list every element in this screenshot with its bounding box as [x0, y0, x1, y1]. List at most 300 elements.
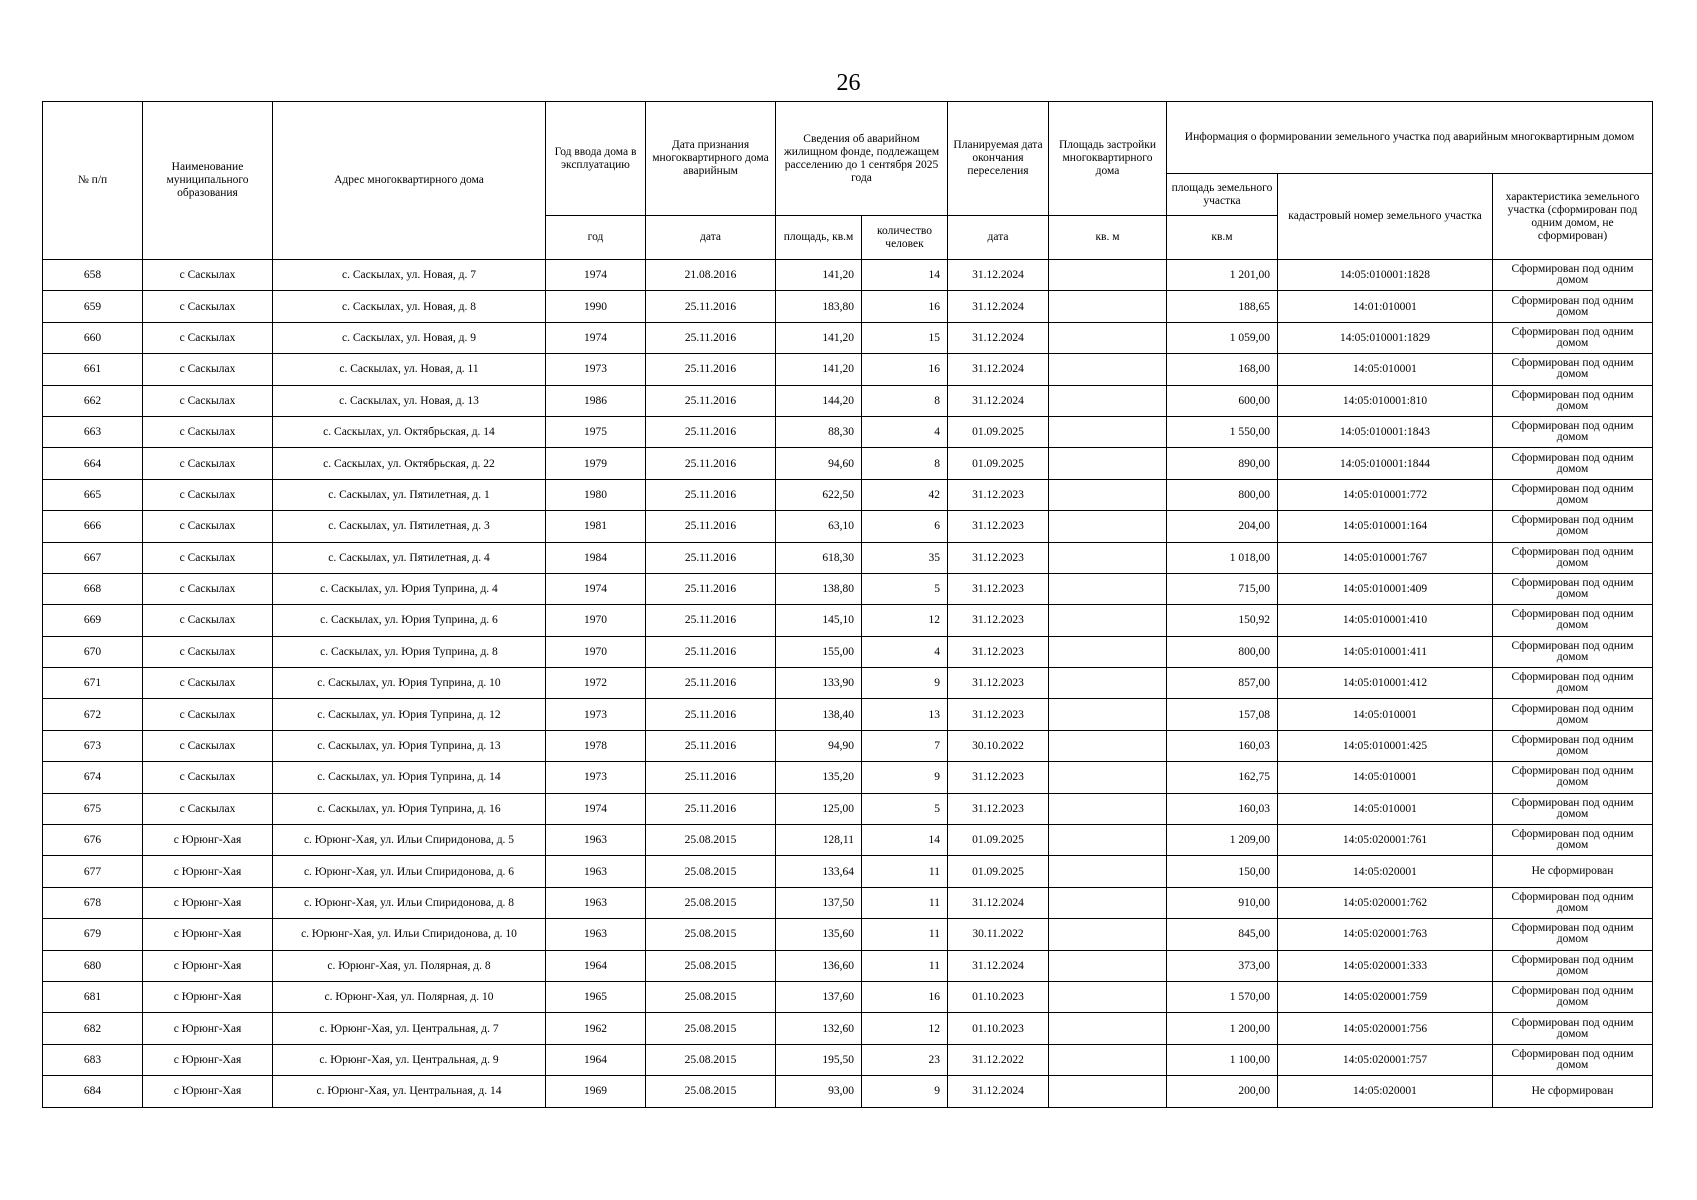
cell-year: 1965 [546, 981, 646, 1012]
cell-year: 1964 [546, 1044, 646, 1075]
cell-area: 94,90 [776, 730, 862, 761]
cell-people: 12 [862, 1013, 948, 1044]
cell-land-area: 1 018,00 [1167, 542, 1278, 573]
unit-people: количество человек [862, 216, 948, 260]
cell-recognition-date: 25.08.2015 [646, 1076, 776, 1107]
cell-address: с. Саскылах, ул. Новая, д. 13 [273, 385, 546, 416]
cell-municipality: с Саскылах [143, 322, 273, 353]
cell-recognition-date: 25.11.2016 [646, 322, 776, 353]
cell-num: 659 [43, 291, 143, 322]
table-body [43, 260, 1653, 1108]
cell-build-area [1049, 950, 1167, 981]
unit-date: дата [646, 216, 776, 260]
cell-year: 1963 [546, 887, 646, 918]
cell-municipality: с Саскылах [143, 260, 273, 291]
cell-land-area: 910,00 [1167, 887, 1278, 918]
table-row [43, 981, 1653, 1012]
cell-area: 132,60 [776, 1013, 862, 1044]
cell-area: 93,00 [776, 1076, 862, 1107]
table-row [43, 668, 1653, 699]
cell-year: 1969 [546, 1076, 646, 1107]
cell-num: 680 [43, 950, 143, 981]
cell-land-area: 204,00 [1167, 511, 1278, 542]
unit-sqm: кв. м [1049, 216, 1167, 260]
cell-build-area [1049, 919, 1167, 950]
cell-build-area [1049, 825, 1167, 856]
cell-planned-date: 31.12.2022 [948, 1044, 1049, 1075]
cell-municipality: с Саскылах [143, 354, 273, 385]
table-row [43, 511, 1653, 542]
cell-municipality: с Юрюнг-Хая [143, 919, 273, 950]
cell-recognition-date: 25.11.2016 [646, 511, 776, 542]
cell-land-char: Не сформирован [1493, 856, 1653, 887]
cell-land-char: Сформирован под одним домом [1493, 636, 1653, 667]
cell-year: 1975 [546, 416, 646, 447]
cell-address: с. Саскылах, ул. Октябрьская, д. 14 [273, 416, 546, 447]
cell-recognition-date: 25.11.2016 [646, 573, 776, 604]
table-row [43, 793, 1653, 824]
cell-num: 658 [43, 260, 143, 291]
cell-municipality: с Юрюнг-Хая [143, 1013, 273, 1044]
cell-build-area [1049, 573, 1167, 604]
cell-num: 679 [43, 919, 143, 950]
cell-year: 1963 [546, 825, 646, 856]
cell-area: 138,80 [776, 573, 862, 604]
cell-num: 674 [43, 762, 143, 793]
cell-year: 1979 [546, 448, 646, 479]
cell-planned-date: 30.10.2022 [948, 730, 1049, 761]
cell-municipality: с Саскылах [143, 511, 273, 542]
cell-planned-date: 31.12.2024 [948, 260, 1049, 291]
cell-municipality: с Саскылах [143, 793, 273, 824]
table-row [43, 762, 1653, 793]
cell-land-char: Сформирован под одним домом [1493, 511, 1653, 542]
cell-municipality: с Саскылах [143, 479, 273, 510]
cell-cadastral: 14:05:020001:763 [1278, 919, 1493, 950]
cell-people: 4 [862, 636, 948, 667]
cell-num: 669 [43, 605, 143, 636]
cell-area: 622,50 [776, 479, 862, 510]
cell-area: 138,40 [776, 699, 862, 730]
cell-municipality: с Саскылах [143, 385, 273, 416]
cell-area: 145,10 [776, 605, 862, 636]
cell-municipality: с Саскылах [143, 573, 273, 604]
cell-land-area: 373,00 [1167, 950, 1278, 981]
cell-year: 1973 [546, 762, 646, 793]
cell-people: 9 [862, 1076, 948, 1107]
cell-address: с. Юрюнг-Хая, ул. Ильи Спиридонова, д. 5 [273, 825, 546, 856]
cell-planned-date: 01.09.2025 [948, 416, 1049, 447]
cell-build-area [1049, 291, 1167, 322]
header-recognition-date: Дата признания многоквартирного дома аварийным [646, 102, 776, 216]
cell-planned-date: 31.12.2023 [948, 479, 1049, 510]
cell-recognition-date: 25.11.2016 [646, 699, 776, 730]
cell-people: 4 [862, 416, 948, 447]
cell-recognition-date: 25.11.2016 [646, 448, 776, 479]
cell-planned-date: 31.12.2023 [948, 511, 1049, 542]
cell-area: 135,20 [776, 762, 862, 793]
cell-planned-date: 31.12.2024 [948, 291, 1049, 322]
cell-cadastral: 14:05:010001:1828 [1278, 260, 1493, 291]
cell-land-char: Сформирован под одним домом [1493, 950, 1653, 981]
cell-year: 1973 [546, 699, 646, 730]
cell-cadastral: 14:05:010001:412 [1278, 668, 1493, 699]
cell-planned-date: 31.12.2023 [948, 542, 1049, 573]
cell-planned-date: 01.10.2023 [948, 981, 1049, 1012]
cell-num: 682 [43, 1013, 143, 1044]
cell-land-area: 1 059,00 [1167, 322, 1278, 353]
table-row [43, 1044, 1653, 1075]
cell-area: 135,60 [776, 919, 862, 950]
table-row [43, 542, 1653, 573]
header-land-char: характеристика земельного участка (сформирован под одним домом, не сформирован) [1493, 174, 1653, 260]
cell-land-char: Сформирован под одним домом [1493, 385, 1653, 416]
cell-build-area [1049, 511, 1167, 542]
cell-land-char: Сформирован под одним домом [1493, 354, 1653, 385]
cell-num: 663 [43, 416, 143, 447]
cell-build-area [1049, 762, 1167, 793]
cell-build-area [1049, 448, 1167, 479]
cell-cadastral: 14:05:010001:767 [1278, 542, 1493, 573]
cell-area: 183,80 [776, 291, 862, 322]
cell-land-char: Сформирован под одним домом [1493, 825, 1653, 856]
cell-people: 15 [862, 322, 948, 353]
cell-land-char: Сформирован под одним домом [1493, 542, 1653, 573]
cell-municipality: с Саскылах [143, 762, 273, 793]
cell-land-area: 1 100,00 [1167, 1044, 1278, 1075]
cell-land-char: Сформирован под одним домом [1493, 668, 1653, 699]
cell-cadastral: 14:05:010001:409 [1278, 573, 1493, 604]
cell-num: 676 [43, 825, 143, 856]
cell-year: 1970 [546, 636, 646, 667]
cell-municipality: с Саскылах [143, 699, 273, 730]
cell-people: 12 [862, 605, 948, 636]
cell-land-area: 200,00 [1167, 1076, 1278, 1107]
cell-year: 1986 [546, 385, 646, 416]
cell-municipality: с Юрюнг-Хая [143, 1076, 273, 1107]
cell-planned-date: 31.12.2023 [948, 793, 1049, 824]
cell-cadastral: 14:05:010001:1829 [1278, 322, 1493, 353]
cell-build-area [1049, 793, 1167, 824]
cell-municipality: с Саскылах [143, 542, 273, 573]
cell-municipality: с Саскылах [143, 605, 273, 636]
cell-land-area: 1 209,00 [1167, 825, 1278, 856]
cell-address: с. Саскылах, ул. Октябрьская, д. 22 [273, 448, 546, 479]
cell-planned-date: 31.12.2023 [948, 699, 1049, 730]
cell-area: 88,30 [776, 416, 862, 447]
cell-planned-date: 31.12.2024 [948, 950, 1049, 981]
cell-recognition-date: 25.11.2016 [646, 479, 776, 510]
cell-people: 9 [862, 668, 948, 699]
header-land-info: Информация о формировании земельного участка под аварийным многоквартирным домом [1167, 102, 1653, 174]
cell-build-area [1049, 668, 1167, 699]
cell-land-char: Сформирован под одним домом [1493, 479, 1653, 510]
cell-cadastral: 14:01:010001 [1278, 291, 1493, 322]
cell-municipality: с Саскылах [143, 730, 273, 761]
cell-cadastral: 14:05:020001 [1278, 856, 1493, 887]
cell-people: 7 [862, 730, 948, 761]
cell-land-area: 600,00 [1167, 385, 1278, 416]
cell-recognition-date: 25.11.2016 [646, 354, 776, 385]
cell-people: 8 [862, 385, 948, 416]
header-address: Адрес многоквартирного дома [273, 102, 546, 260]
table-row [43, 919, 1653, 950]
cell-num: 660 [43, 322, 143, 353]
cell-area: 141,20 [776, 354, 862, 385]
cell-year: 1973 [546, 354, 646, 385]
cell-cadastral: 14:05:010001:425 [1278, 730, 1493, 761]
header-municipality: Наименование муниципального образования [143, 102, 273, 260]
cell-people: 14 [862, 260, 948, 291]
cell-land-char: Сформирован под одним домом [1493, 322, 1653, 353]
cell-build-area [1049, 636, 1167, 667]
cell-year: 1963 [546, 919, 646, 950]
cell-build-area [1049, 479, 1167, 510]
cell-build-area [1049, 1076, 1167, 1107]
cell-planned-date: 31.12.2023 [948, 573, 1049, 604]
cell-year: 1978 [546, 730, 646, 761]
cell-area: 618,30 [776, 542, 862, 573]
header-year: Год ввода дома в эксплуатацию [546, 102, 646, 216]
cell-municipality: с Саскылах [143, 448, 273, 479]
cell-year: 1984 [546, 542, 646, 573]
unit-area: площадь, кв.м [776, 216, 862, 260]
cell-area: 128,11 [776, 825, 862, 856]
cell-people: 35 [862, 542, 948, 573]
cell-land-area: 1 550,00 [1167, 416, 1278, 447]
cell-area: 137,50 [776, 887, 862, 918]
table-row [43, 825, 1653, 856]
cell-cadastral: 14:05:010001:164 [1278, 511, 1493, 542]
cell-year: 1980 [546, 479, 646, 510]
cell-address: с. Саскылах, ул. Пятилетная, д. 4 [273, 542, 546, 573]
cell-cadastral: 14:05:020001:756 [1278, 1013, 1493, 1044]
cell-cadastral: 14:05:020001:757 [1278, 1044, 1493, 1075]
table-row [43, 1013, 1653, 1044]
cell-people: 5 [862, 793, 948, 824]
cell-num: 661 [43, 354, 143, 385]
cell-address: с. Саскылах, ул. Новая, д. 9 [273, 322, 546, 353]
cell-year: 1972 [546, 668, 646, 699]
cell-people: 6 [862, 511, 948, 542]
cell-planned-date: 01.09.2025 [948, 825, 1049, 856]
cell-area: 155,00 [776, 636, 862, 667]
cell-build-area [1049, 730, 1167, 761]
cell-recognition-date: 25.08.2015 [646, 919, 776, 950]
cell-cadastral: 14:05:010001 [1278, 762, 1493, 793]
table-row [43, 636, 1653, 667]
cell-land-char: Сформирован под одним домом [1493, 260, 1653, 291]
cell-year: 1963 [546, 856, 646, 887]
cell-land-area: 150,00 [1167, 856, 1278, 887]
cell-num: 662 [43, 385, 143, 416]
cell-recognition-date: 25.11.2016 [646, 762, 776, 793]
cell-people: 9 [862, 762, 948, 793]
cell-land-area: 160,03 [1167, 793, 1278, 824]
cell-people: 16 [862, 291, 948, 322]
cell-recognition-date: 25.11.2016 [646, 730, 776, 761]
unit-year: год [546, 216, 646, 260]
cell-address: с. Юрюнг-Хая, ул. Центральная, д. 9 [273, 1044, 546, 1075]
cell-area: 144,20 [776, 385, 862, 416]
cell-recognition-date: 25.11.2016 [646, 668, 776, 699]
cell-cadastral: 14:05:010001 [1278, 699, 1493, 730]
cell-address: с. Саскылах, ул. Пятилетная, д. 3 [273, 511, 546, 542]
cell-recognition-date: 25.08.2015 [646, 950, 776, 981]
cell-people: 11 [862, 919, 948, 950]
cell-address: с. Саскылах, ул. Юрия Туприна, д. 4 [273, 573, 546, 604]
cell-num: 675 [43, 793, 143, 824]
cell-num: 678 [43, 887, 143, 918]
cell-year: 1990 [546, 291, 646, 322]
cell-num: 684 [43, 1076, 143, 1107]
cell-address: с. Саскылах, ул. Юрия Туприна, д. 6 [273, 605, 546, 636]
cell-recognition-date: 25.08.2015 [646, 1013, 776, 1044]
unit-sqm2: кв.м [1167, 216, 1278, 260]
cell-cadastral: 14:05:010001:810 [1278, 385, 1493, 416]
cell-planned-date: 01.09.2025 [948, 856, 1049, 887]
cell-num: 683 [43, 1044, 143, 1075]
cell-area: 133,90 [776, 668, 862, 699]
cell-people: 11 [862, 856, 948, 887]
cell-num: 668 [43, 573, 143, 604]
cell-address: с. Саскылах, ул. Юрия Туприна, д. 12 [273, 699, 546, 730]
cell-build-area [1049, 856, 1167, 887]
table-row [43, 291, 1653, 322]
cell-cadastral: 14:05:010001:411 [1278, 636, 1493, 667]
header-num: № п/п [43, 102, 143, 260]
header-cadastral: кадастровый номер земельного участка [1278, 174, 1493, 260]
unit-date2: дата [948, 216, 1049, 260]
cell-land-area: 800,00 [1167, 636, 1278, 667]
header-planned-date: Планируемая дата окончания переселения [948, 102, 1049, 216]
cell-people: 11 [862, 887, 948, 918]
cell-build-area [1049, 1013, 1167, 1044]
cell-build-area [1049, 887, 1167, 918]
cell-year: 1970 [546, 605, 646, 636]
cell-land-area: 150,92 [1167, 605, 1278, 636]
table-row [43, 887, 1653, 918]
table-row [43, 573, 1653, 604]
cell-num: 673 [43, 730, 143, 761]
cell-land-char: Сформирован под одним домом [1493, 730, 1653, 761]
cell-municipality: с Юрюнг-Хая [143, 887, 273, 918]
cell-land-area: 845,00 [1167, 919, 1278, 950]
cell-address: с. Саскылах, ул. Юрия Туприна, д. 13 [273, 730, 546, 761]
cell-people: 13 [862, 699, 948, 730]
cell-recognition-date: 25.11.2016 [646, 605, 776, 636]
cell-land-char: Сформирован под одним домом [1493, 793, 1653, 824]
cell-year: 1964 [546, 950, 646, 981]
cell-land-char: Сформирован под одним домом [1493, 605, 1653, 636]
cell-build-area [1049, 260, 1167, 291]
cell-address: с. Юрюнг-Хая, ул. Ильи Спиридонова, д. 10 [273, 919, 546, 950]
cell-people: 11 [862, 950, 948, 981]
cell-num: 681 [43, 981, 143, 1012]
cell-build-area [1049, 699, 1167, 730]
cell-area: 141,20 [776, 260, 862, 291]
cell-planned-date: 31.12.2023 [948, 668, 1049, 699]
header-land-area: площадь земельного участка [1167, 174, 1278, 216]
cell-land-char: Сформирован под одним домом [1493, 573, 1653, 604]
cell-land-area: 188,65 [1167, 291, 1278, 322]
cell-cadastral: 14:05:010001:1844 [1278, 448, 1493, 479]
cell-land-area: 168,00 [1167, 354, 1278, 385]
cell-num: 671 [43, 668, 143, 699]
page-number: 26 [836, 70, 861, 96]
cell-planned-date: 01.10.2023 [948, 1013, 1049, 1044]
cell-year: 1974 [546, 573, 646, 604]
cell-municipality: с Юрюнг-Хая [143, 825, 273, 856]
cell-address: с. Саскылах, ул. Новая, д. 8 [273, 291, 546, 322]
header-build-area: Площадь застройки многоквартирного дома [1049, 102, 1167, 216]
cell-land-area: 157,08 [1167, 699, 1278, 730]
cell-address: с. Юрюнг-Хая, ул. Полярная, д. 10 [273, 981, 546, 1012]
cell-municipality: с Саскылах [143, 291, 273, 322]
table-row [43, 605, 1653, 636]
cell-planned-date: 31.12.2024 [948, 354, 1049, 385]
cell-recognition-date: 25.08.2015 [646, 856, 776, 887]
cell-land-char: Сформирован под одним домом [1493, 887, 1653, 918]
cell-land-area: 800,00 [1167, 479, 1278, 510]
cell-planned-date: 31.12.2024 [948, 887, 1049, 918]
cell-land-char: Сформирован под одним домом [1493, 1044, 1653, 1075]
cell-people: 23 [862, 1044, 948, 1075]
cell-year: 1962 [546, 1013, 646, 1044]
cell-num: 665 [43, 479, 143, 510]
table-row [43, 416, 1653, 447]
cell-num: 672 [43, 699, 143, 730]
cell-build-area [1049, 605, 1167, 636]
cell-cadastral: 14:05:010001 [1278, 793, 1493, 824]
cell-build-area [1049, 1044, 1167, 1075]
cell-build-area [1049, 385, 1167, 416]
cell-municipality: с Саскылах [143, 668, 273, 699]
cell-year: 1974 [546, 322, 646, 353]
cell-area: 141,20 [776, 322, 862, 353]
cell-recognition-date: 25.08.2015 [646, 887, 776, 918]
cell-cadastral: 14:05:020001:761 [1278, 825, 1493, 856]
cell-planned-date: 30.11.2022 [948, 919, 1049, 950]
housing-table [42, 101, 1653, 1108]
cell-recognition-date: 25.11.2016 [646, 542, 776, 573]
cell-build-area [1049, 322, 1167, 353]
cell-planned-date: 31.12.2024 [948, 322, 1049, 353]
cell-land-area: 1 201,00 [1167, 260, 1278, 291]
cell-cadastral: 14:05:020001 [1278, 1076, 1493, 1107]
cell-num: 666 [43, 511, 143, 542]
cell-planned-date: 31.12.2024 [948, 385, 1049, 416]
cell-address: с. Саскылах, ул. Юрия Туприна, д. 10 [273, 668, 546, 699]
cell-municipality: с Саскылах [143, 416, 273, 447]
cell-municipality: с Юрюнг-Хая [143, 1044, 273, 1075]
cell-address: с. Саскылах, ул. Пятилетная, д. 1 [273, 479, 546, 510]
cell-address: с. Юрюнг-Хая, ул. Полярная, д. 8 [273, 950, 546, 981]
cell-cadastral: 14:05:020001:333 [1278, 950, 1493, 981]
cell-planned-date: 01.09.2025 [948, 448, 1049, 479]
cell-recognition-date: 25.11.2016 [646, 385, 776, 416]
cell-recognition-date: 25.08.2015 [646, 825, 776, 856]
table-row [43, 479, 1653, 510]
cell-address: с. Саскылах, ул. Юрия Туприна, д. 14 [273, 762, 546, 793]
cell-municipality: с Юрюнг-Хая [143, 981, 273, 1012]
cell-people: 16 [862, 981, 948, 1012]
cell-municipality: с Саскылах [143, 636, 273, 667]
cell-year: 1981 [546, 511, 646, 542]
cell-address: с. Саскылах, ул. Новая, д. 11 [273, 354, 546, 385]
header-emergency-info: Сведения об аварийном жилищном фонде, подлежащем расселению до 1 сентября 2025 года [776, 102, 948, 216]
cell-cadastral: 14:05:020001:762 [1278, 887, 1493, 918]
